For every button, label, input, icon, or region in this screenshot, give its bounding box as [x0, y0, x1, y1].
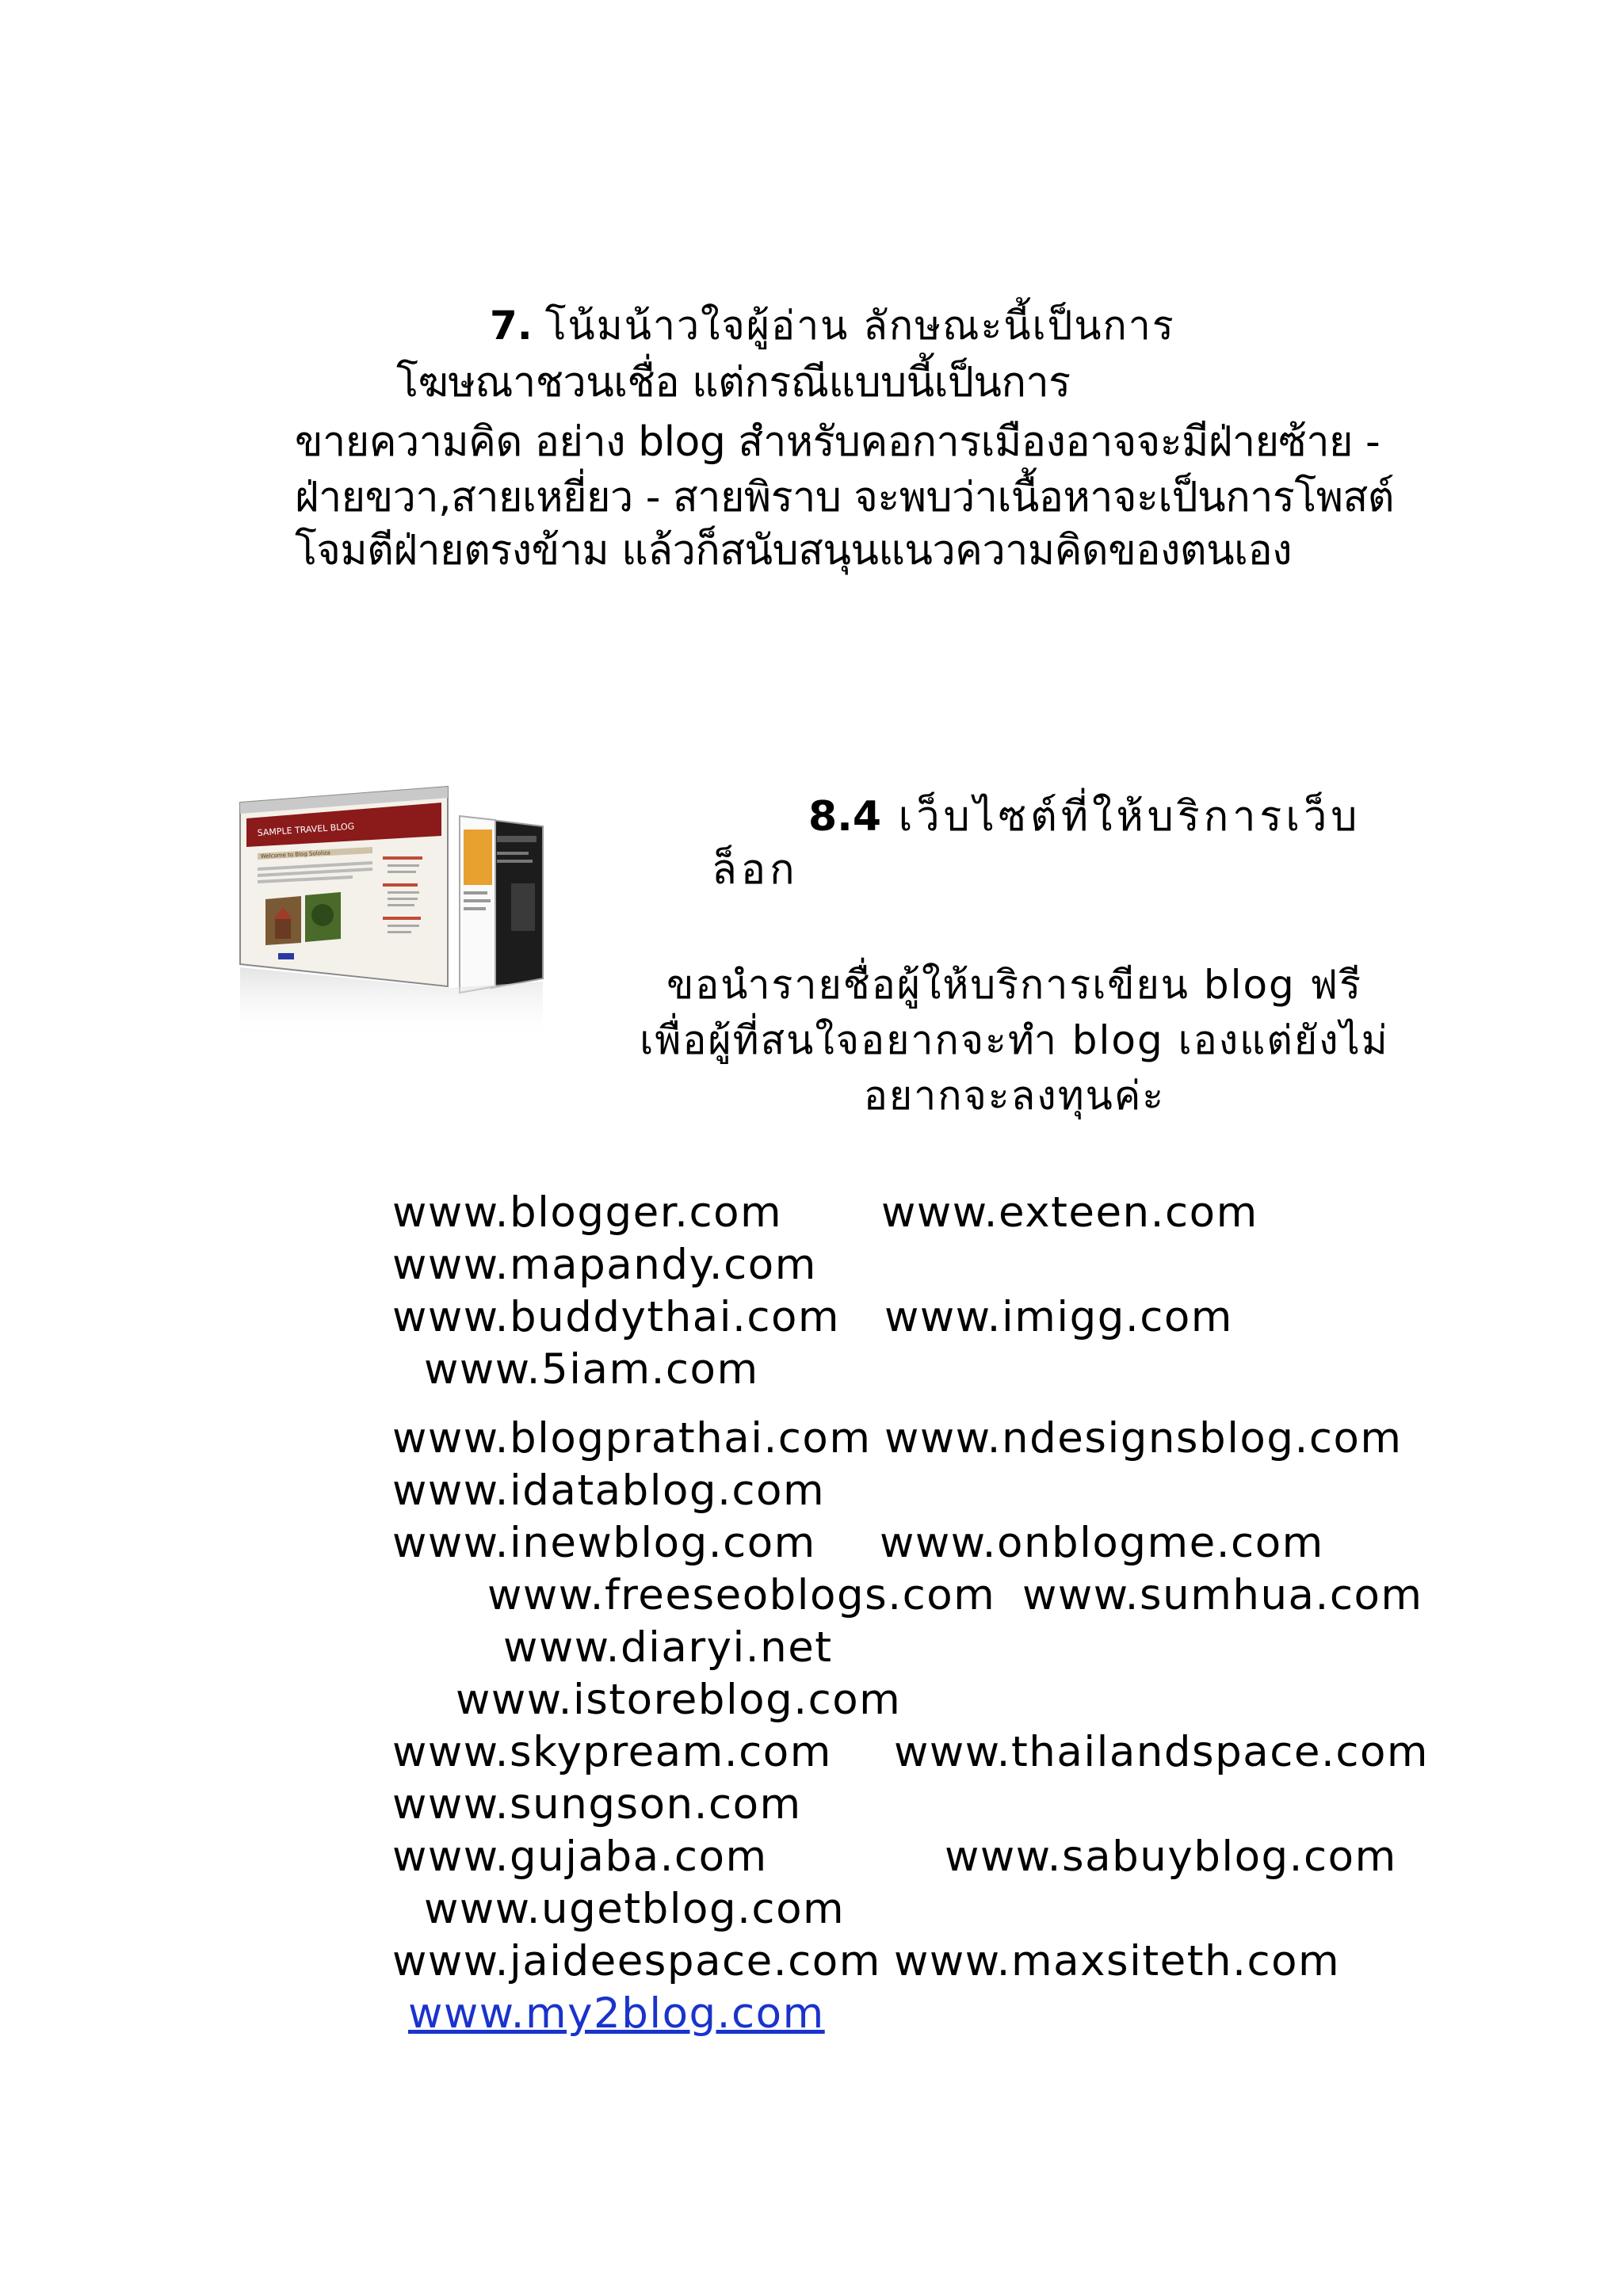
back-screen-orange [460, 816, 495, 993]
section7-line1: โน้มน้าวใจผู้อ่าน ลักษณะนี้เป็นการ [544, 303, 1175, 349]
link-diaryi: www.diaryi.net [503, 1623, 833, 1672]
back-screen-dark [491, 820, 543, 988]
link-buddythai: www.buddythai.com [392, 1293, 841, 1341]
section7-line5: โจมตีฝ่ายตรงข้าม แล้วก็สนับสนุนแนวความคิดของตนเอง [295, 527, 1293, 574]
link-mapandy: www.mapandy.com [392, 1241, 817, 1289]
link-blogprathai: www.blogprathai.com [392, 1414, 872, 1463]
link-sungson: www.sungson.com [392, 1780, 802, 1829]
section84-number: 8.4 [808, 793, 882, 841]
link-maxsiteth: www.maxsiteth.com [894, 1937, 1341, 1985]
section84-intro-line2: เพื่อผู้ที่สนใจอยากจะทำ blog เองแต่ยังไม่ [640, 1017, 1389, 1063]
section84-intro-line1: ขอนำรายชื่อผู้ให้บริการเขียน blog ฟรี [666, 962, 1362, 1008]
link-idatablog: www.idatablog.com [392, 1466, 826, 1515]
section84-title-line2: ล็อก [712, 846, 799, 894]
link-ugetblog: www.ugetblog.com [424, 1885, 846, 1933]
front-blog-title: SAMPLE TRAVEL BLOG [257, 821, 355, 838]
section84-title-line1 [808, 783, 1361, 849]
section7-line4: ฝ่ายขวา,สายเหยี่ยว - สายพิราบ จะพบว่าเนื้อหาจะเป็นการโพสต์ [295, 474, 1395, 521]
link-jaideespace: www.jaideespace.com [392, 1937, 881, 1985]
link-freeseoblogs: www.freeseoblogs.com [487, 1571, 996, 1619]
front-blog-heading: Welcome to Blog Sololiza [260, 849, 330, 860]
blog-screenshots-image [210, 780, 582, 1050]
link-gujaba: www.gujaba.com [392, 1833, 768, 1881]
section7-number: 7. [490, 303, 533, 349]
link-blogger: www.blogger.com [392, 1188, 783, 1237]
link-sabuyblog: www.sabuyblog.com [945, 1833, 1397, 1881]
link-onblogme: www.onblogme.com [880, 1519, 1324, 1567]
link-sumhua: www.sumhua.com [1022, 1571, 1423, 1619]
front-browser-window [240, 787, 448, 986]
link-ndesignsblog: www.ndesignsblog.com [884, 1414, 1403, 1463]
section84-intro-line3: อยากจะลงทุนค่ะ [863, 1073, 1166, 1119]
link-skypream: www.skypream.com [392, 1728, 832, 1776]
section84-title-text: เว็บไซต์ที่ให้บริการเว็บ [898, 793, 1361, 841]
link-my2blog[interactable]: www.my2blog.com [408, 1989, 825, 2038]
section7-line2: โฆษณาชวนเชื่อ แต่กรณีแบบนี้เป็นการ [396, 359, 1071, 406]
link-thailandspace: www.thailandspace.com [894, 1728, 1430, 1776]
link-5iam: www.5iam.com [424, 1345, 759, 1394]
section7-line3: ขายความคิด อย่าง blog สำหรับคอการเมืองอาจจะมีฝ่ายซ้าย - [295, 418, 1381, 466]
link-exteen: www.exteen.com [881, 1188, 1258, 1237]
link-istoreblog: www.istoreblog.com [456, 1676, 902, 1724]
link-inewblog: www.inewblog.com [392, 1519, 816, 1567]
link-imigg: www.imigg.com [884, 1293, 1233, 1341]
